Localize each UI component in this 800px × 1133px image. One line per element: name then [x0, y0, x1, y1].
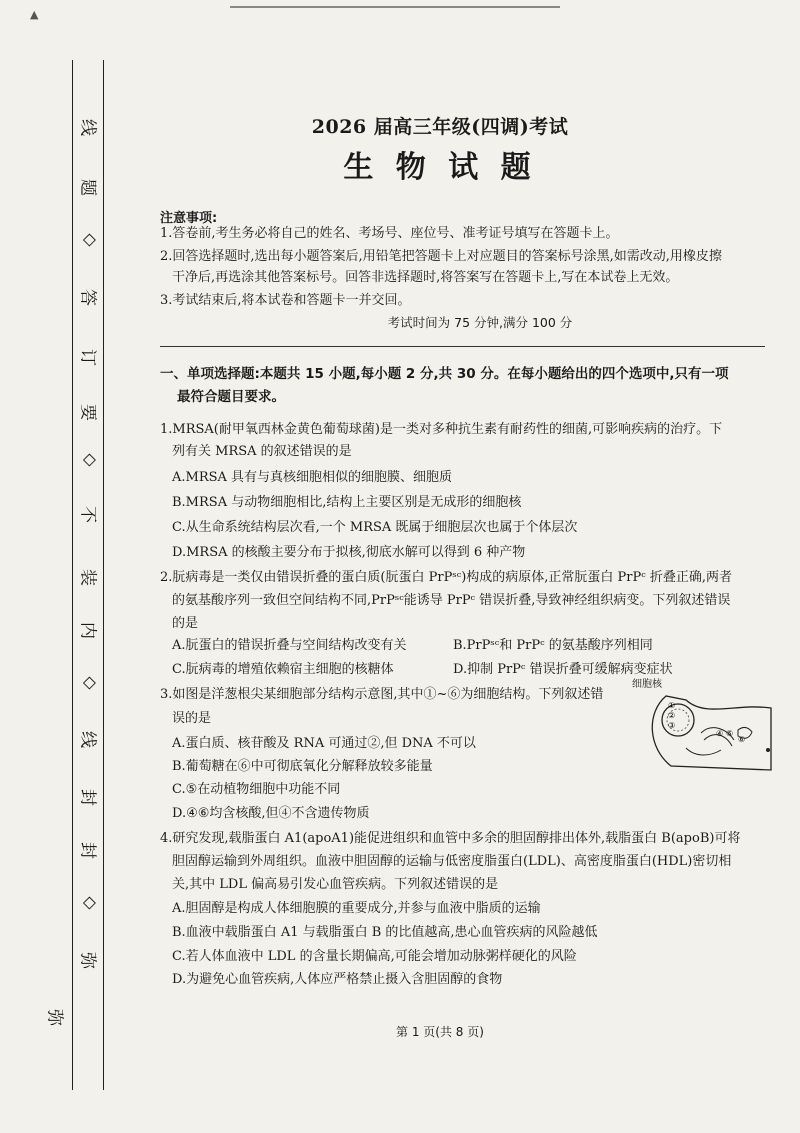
question-1-option-d: D.MRSA 的核酸主要分布于拟核,彻底水解可以得到 6 种产物 — [172, 545, 526, 560]
margin-char: 题 — [77, 179, 98, 196]
question-3-stem: 误的是 — [172, 711, 212, 726]
notice-heading: 注意事项: — [160, 211, 218, 226]
question-3-option-c: C.⑤在动植物细胞中功能不同 — [172, 782, 341, 797]
exam-title: 2026 届高三年级(四调)考试 — [311, 116, 569, 138]
question-3-option-a: A.蛋白质、核苷酸及 RNA 可通过②,但 DNA 不可以 — [172, 736, 476, 751]
divider — [160, 346, 765, 347]
question-1-option-c: C.从生命系统结构层次看,一个 MRSA 既属于细胞层次也属于个体层次 — [172, 520, 578, 535]
margin-char: 内 — [77, 622, 98, 639]
figure-mark: ⑥ — [738, 735, 746, 744]
exam-time: 考试时间为 75 分钟,满分 100 分 — [387, 315, 573, 330]
margin-char: 弥 — [77, 952, 98, 969]
margin-char: 封 — [77, 789, 98, 806]
page-number: 第 1 页(共 8 页) — [396, 1025, 484, 1039]
margin-diamond: ◇ — [80, 233, 100, 247]
scan-dot — [766, 748, 770, 752]
margin-char: 封 — [77, 842, 98, 859]
question-2-option-b: B.PrPˢᶜ和 PrPᶜ 的氨基酸序列相同 — [453, 638, 653, 653]
margin-char: 线 — [77, 119, 98, 136]
notice-line: 1.答卷前,考生务必将自己的姓名、考场号、座位号、准考证号填写在答题卡上。 — [160, 226, 619, 241]
question-1-stem: 1.MRSA(耐甲氧西林金黄色葡萄球菌)是一类对多种抗生素有耐药性的细菌,可影响疾病的治疗。下 — [160, 422, 723, 437]
question-4-stem: 关,其中 LDL 偏高易引发心血管疾病。下列叙述错误的是 — [172, 877, 499, 892]
question-2-option-c: C.朊病毒的增殖依赖宿主细胞的核糖体 — [172, 662, 394, 677]
figure-mark: ③ — [668, 721, 676, 730]
golgi — [686, 748, 721, 755]
figure-mark: ② — [668, 711, 676, 720]
question-3-option-d: D.④⑥均含核酸,但④不含遗传物质 — [172, 806, 370, 821]
notice-line: 3.考试结束后,将本试卷和答题卡一并交回。 — [160, 293, 411, 308]
margin-diamond: ◇ — [80, 676, 100, 690]
margin-char: 订 — [77, 349, 98, 366]
question-4-option-a: A.胆固醇是构成人体细胞膜的重要成分,并参与血液中脂质的运输 — [172, 901, 541, 916]
margin-char: 答 — [77, 289, 98, 306]
question-2-option-d: D.抑制 PrPᶜ 错误折叠可缓解病变症状 — [453, 662, 673, 677]
question-1-option-b: B.MRSA 与动物细胞相比,结构上主要区别是无成形的细胞核 — [172, 495, 522, 510]
margin-line-outer — [72, 60, 73, 1090]
question-2-stem: 的氨基酸序列一致但空间结构不同,PrPˢᶜ能诱导 PrPᶜ 错误折叠,导致神经组织病变。下列叙述错误 — [172, 593, 731, 608]
figure-mark: ① — [668, 701, 676, 710]
question-4-option-d: D.为避免心血管疾病,人体应严格禁止摄入含胆固醇的食物 — [172, 972, 503, 987]
question-1-stem: 列有关 MRSA 的叙述错误的是 — [172, 444, 352, 459]
question-2-stem: 2.朊病毒是一类仅由错误折叠的蛋白质(朊蛋白 PrPˢᶜ)构成的病原体,正常朊蛋白 PrPᶜ 折叠正确,两者 — [160, 570, 733, 585]
figure-label: 细胞核 — [632, 679, 662, 690]
margin-char: 弥 — [44, 1009, 65, 1026]
cell-structure-figure — [626, 678, 774, 778]
exam-subject: 生 物 试 题 — [343, 150, 537, 185]
margin-diamond: ◇ — [80, 896, 100, 910]
corner-mark: ▲ — [30, 8, 39, 21]
question-2-stem: 的是 — [172, 616, 199, 631]
margin-char: 不 — [77, 506, 98, 523]
question-1-option-a: A.MRSA 具有与真核细胞相似的细胞膜、细胞质 — [172, 470, 453, 485]
margin-char: 装 — [77, 569, 98, 586]
margin-line-inner — [103, 60, 104, 1090]
question-4-stem: 胆固醇运输到外周组织。血液中胆固醇的运输与低密度脂蛋白(LDL)、高密度脂蛋白(HDL)密切相 — [172, 854, 732, 869]
question-4-option-c: C.若人体血液中 LDL 的含量长期偏高,可能会增加动脉粥样硬化的风险 — [172, 949, 577, 964]
section-heading: 一、单项选择题:本题共 15 小题,每小题 2 分,共 30 分。在每小题给出的四个选项中,只有一项 — [160, 366, 729, 382]
figure-mark: ④ — [716, 729, 724, 738]
question-3-option-b: B.葡萄糖在⑥中可彻底氧化分解释放较多能量 — [172, 759, 433, 774]
scan-artifact — [230, 6, 560, 8]
notice-line: 干净后,再选涂其他答案标号。回答非选择题时,将答案写在答题卡上,写在本试卷上无效。 — [172, 270, 679, 285]
margin-diamond: ◇ — [80, 453, 100, 467]
margin-char: 线 — [77, 731, 98, 748]
question-2-option-a: A.朊蛋白的错误折叠与空间结构改变有关 — [172, 638, 407, 653]
question-4-stem: 4.研究发现,载脂蛋白 A1(apoA1)能促进组织和血管中多余的胆固醇排出体外,载脂蛋白 B(apoB)可将 — [160, 831, 741, 846]
figure-mark: ⑤ — [726, 729, 734, 738]
notice-line: 2.回答选择题时,选出每小题答案后,用铅笔把答题卡上对应题目的答案标号涂黑,如需改动,用橡皮擦 — [160, 249, 722, 264]
margin-char: 要 — [77, 404, 98, 421]
section-heading-cont: 最符合题目要求。 — [177, 389, 285, 405]
question-4-option-b: B.血液中载脂蛋白 A1 与载脂蛋白 B 的比值越高,患心血管疾病的风险越低 — [172, 925, 598, 940]
question-3-stem: 3.如图是洋葱根尖某细胞部分结构示意图,其中①~⑥为细胞结构。下列叙述错 — [160, 687, 604, 702]
